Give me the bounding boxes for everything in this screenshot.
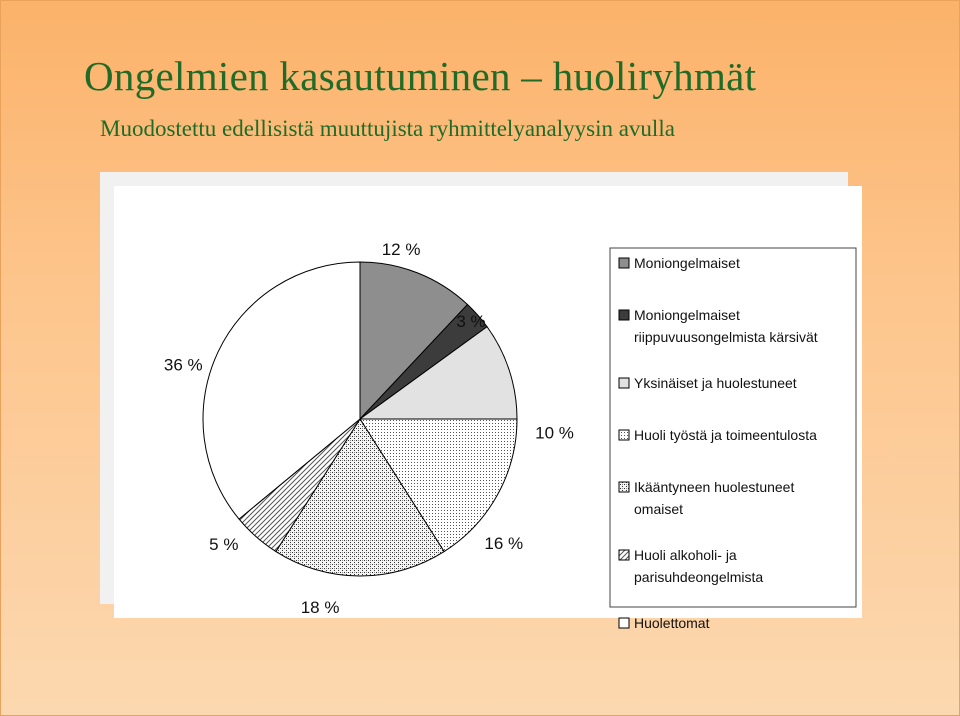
- legend-label-moniongelmaiset-riippuvuusongelmista-kärsivät-line-2: riippuvuusongelmista kärsivät: [634, 329, 818, 345]
- legend-swatch-moniongelmaiset: [619, 258, 629, 268]
- legend-swatch-ikääntyneen-huolestuneet-omaiset: [619, 482, 629, 492]
- legend-swatch-huoli-alkoholi-ja-parisuhdeongelmista: [619, 550, 629, 560]
- slice-label-4: 16 %: [484, 534, 524, 554]
- legend-label-huolettomat: Huolettomat: [634, 615, 710, 631]
- slice-label-1: 12 %: [381, 239, 421, 259]
- legend-label-huoli-alkoholi-ja-parisuhdeongelmista-line-2: parisuhdeongelmista: [634, 569, 764, 585]
- slide-subtitle: Muodostettu edellisistä muuttujista ryhmittelyanalyysin avulla: [100, 116, 675, 141]
- slice-label-5: 18 %: [300, 597, 340, 617]
- legend-label-huoli-alkoholi-ja-parisuhdeongelmista-line-1: Huoli alkoholi- ja: [634, 547, 737, 563]
- legend-label-huoli-työstä-ja-toimeentulosta: Huoli työstä ja toimeentulosta: [634, 427, 817, 443]
- legend-swatch-huoli-työstä-ja-toimeentulosta: [619, 430, 629, 440]
- legend-label-moniongelmaiset-riippuvuusongelmista-kärsivät-line-1: Moniongelmaiset: [634, 307, 740, 323]
- legend-label-ikääntyneen-huolestuneet-omaiset-line-1: Ikääntyneen huolestuneet: [634, 479, 795, 495]
- slice-label-6: 5 %: [209, 535, 239, 555]
- legend-swatch-moniongelmaiset-riippuvuusongelmista-kärsivät: [619, 310, 629, 320]
- legend-swatch-huolettomat: [619, 618, 629, 628]
- slice-label-7: 36 %: [163, 355, 203, 375]
- slice-label-3: 10 %: [535, 423, 574, 443]
- legend-label-yksinäiset-ja-huolestuneet: Yksinäiset ja huolestuneet: [634, 375, 797, 391]
- legend-label-moniongelmaiset: Moniongelmaiset: [634, 255, 740, 271]
- slice-label-2: 3 %: [456, 312, 486, 332]
- legend-label-ikääntyneen-huolestuneet-omaiset-line-2: omaiset: [634, 501, 684, 517]
- slide-title: Ongelmien kasautuminen – huoliryhmät: [84, 53, 757, 99]
- legend-swatch-yksinäiset-ja-huolestuneet: [619, 378, 629, 388]
